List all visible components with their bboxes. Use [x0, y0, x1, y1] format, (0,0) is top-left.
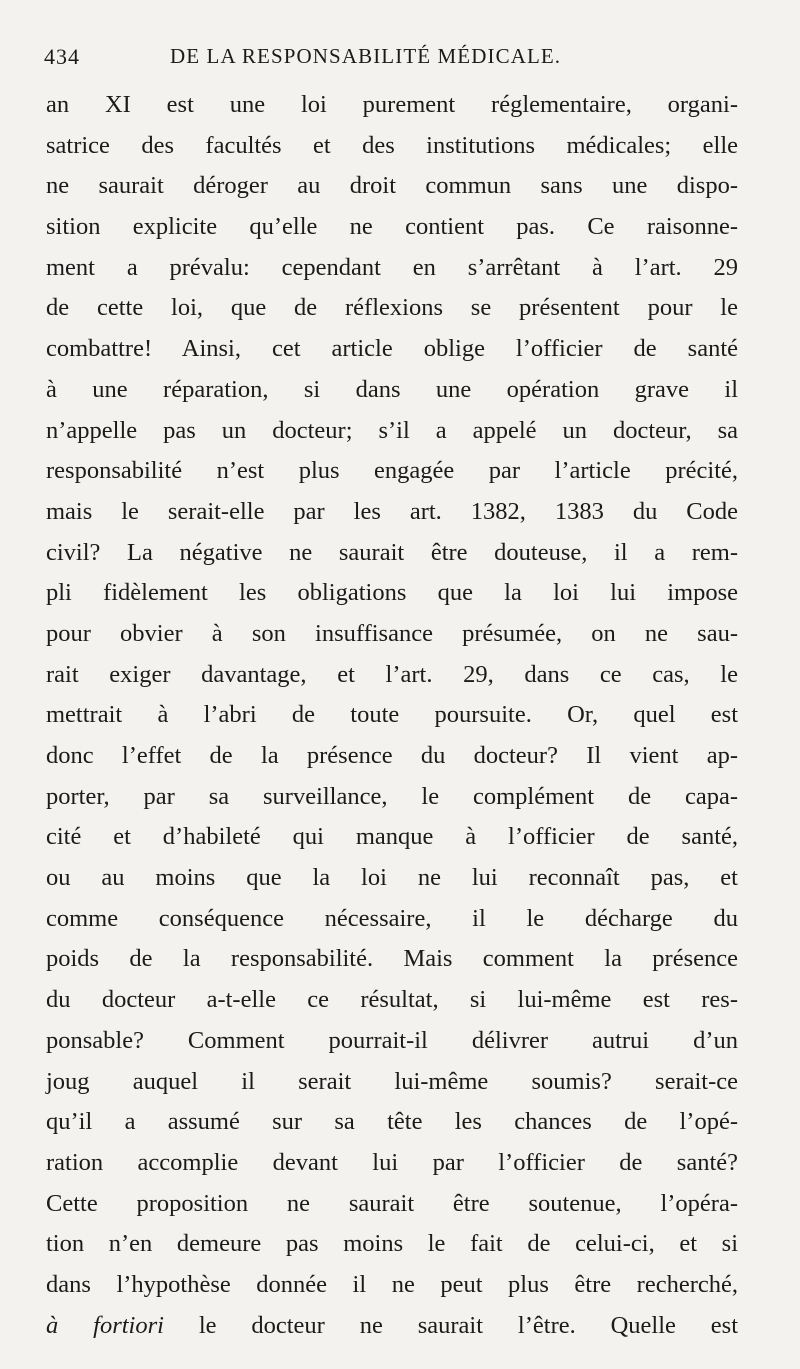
body-text — [46, 85, 738, 1346]
text-line: de cette loi, que de réflexions se présentent pour le — [46, 294, 738, 322]
text-line: ration accomplie devant lui par l’officier de santé? — [46, 1148, 738, 1176]
text-line: à une réparation, si dans une opération grave il — [46, 375, 738, 403]
text-line: ponsable? Comment pourrait-il délivrer autrui d’un — [46, 1026, 738, 1054]
running-title: DE LA RESPONSABILITÉ MÉDICALE. — [170, 44, 562, 68]
text-line: pli fidèlement les obligations que la loi lui impose — [46, 579, 738, 607]
text-line: an XI est une loi purement réglementaire, organi- — [46, 91, 738, 118]
text-line: poids de la responsabilité. Mais comment la présence — [46, 945, 738, 973]
text-line: combattre! Ainsi, cet article oblige l’officier de santé — [46, 335, 738, 363]
text-line: sition explicite qu’elle ne contient pas. Ce raisonne- — [46, 213, 738, 241]
text-line: porter, par sa surveillance, le complément de capa- — [46, 782, 738, 810]
text-line: comme conséquence nécessaire, il le décharge du — [46, 904, 738, 932]
text-line: ne saurait déroger au droit commun sans une dispo- — [46, 172, 738, 200]
running-header — [44, 44, 744, 78]
text-line: donc l’effet de la présence du docteur? Il vient ap- — [46, 742, 738, 769]
text-line: mais le serait-elle par les art. 1382, 1383 du Code — [46, 497, 738, 525]
italic-phrase: à fortiori — [46, 1311, 164, 1339]
page-number: 434 — [44, 44, 80, 69]
text-line: mettrait à l’abri de toute poursuite. Or, quel est — [46, 701, 738, 729]
text-line: Cette proposition ne saurait être soutenue, l’opéra- — [46, 1189, 738, 1217]
text-line: du docteur a-t-elle ce résultat, si lui-même est res- — [46, 986, 738, 1014]
text-line: civil? La négative ne saurait être douteuse, il a rem- — [46, 538, 738, 566]
text-line: n’appelle pas un docteur; s’il a appelé un docteur, sa — [46, 416, 738, 444]
text-line: joug auquel il serait lui-même soumis? serait-ce — [46, 1067, 738, 1095]
text-line-rest: le docteur ne saurait l’être. Quelle est — [163, 1311, 739, 1339]
text-line: ment a prévalu: cependant en s’arrêtant à l’art. 29 — [46, 253, 738, 281]
text-line: satrice des facultés et des institutions médicales; elle — [46, 131, 738, 159]
text-line: qu’il a assumé sur sa tête les chances de l’opé- — [46, 1108, 738, 1136]
text-line: pour obvier à son insuffisance présumée, on ne sau- — [46, 619, 738, 647]
text-line: tion n’en demeure pas moins le fait de celui-ci, et si — [46, 1230, 738, 1258]
text-line-last — [46, 1306, 738, 1347]
text-line: responsabilité n’est plus engagée par l’article précité, — [46, 457, 738, 485]
text-line: rait exiger davantage, et l’art. 29, dans ce cas, le — [46, 660, 738, 688]
text-line: ou au moins que la loi ne lui reconnaît pas, et — [46, 864, 738, 892]
text-line: cité et d’habileté qui manque à l’officier de santé, — [46, 823, 738, 851]
text-line: dans l’hypothèse donnée il ne peut plus être recherché, — [46, 1270, 738, 1298]
